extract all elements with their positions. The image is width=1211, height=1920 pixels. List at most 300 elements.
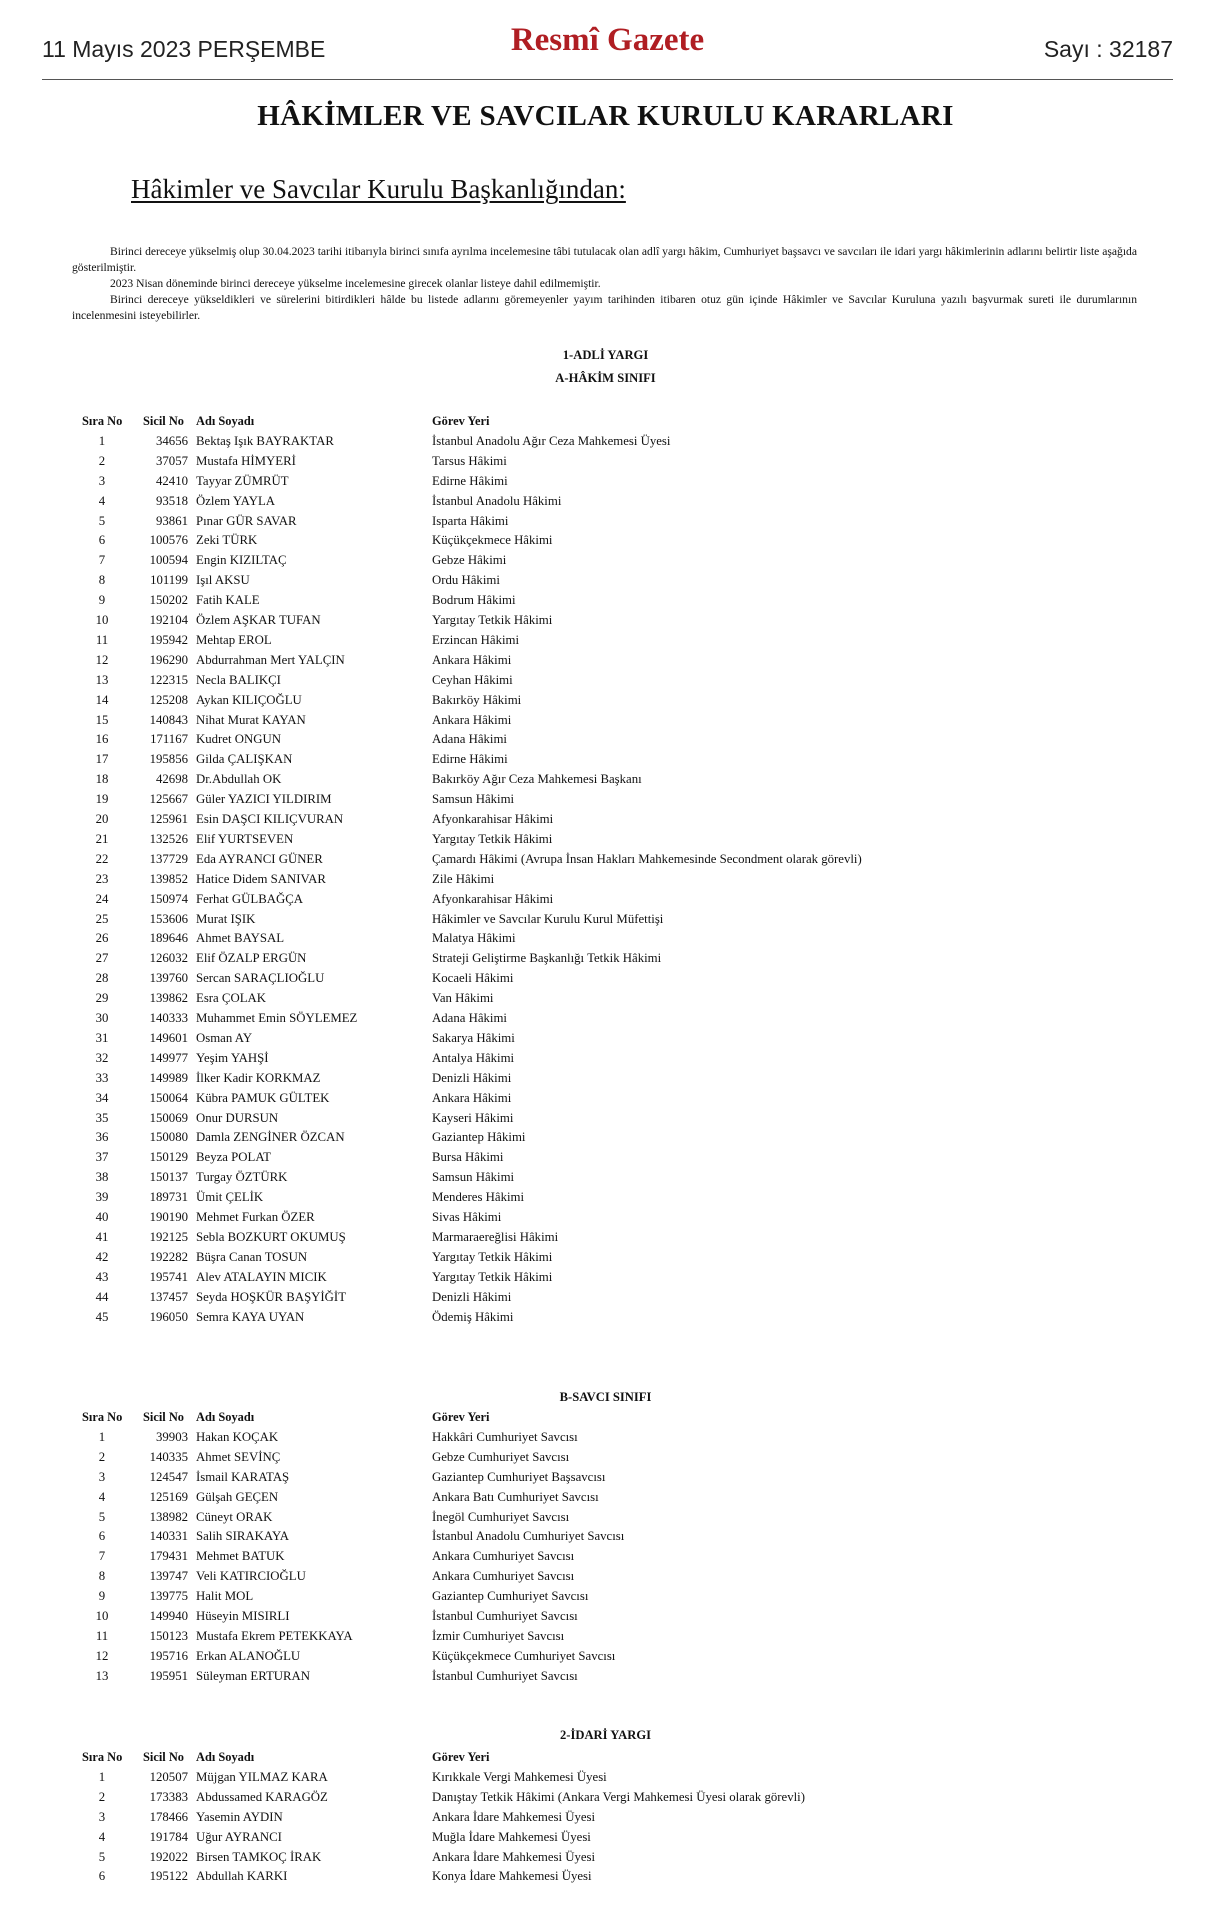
cell-adi-soyadi: Fatih KALE	[196, 593, 260, 608]
cell-sicil-no: 192282	[149, 1249, 188, 1264]
cell-gorev-yeri: Adana Hâkimi	[432, 732, 507, 747]
cell-sira-no: 5	[98, 1849, 106, 1864]
cell-gorev-yeri: Ankara Hâkimi	[432, 712, 512, 727]
cell-sicil-no: 179431	[149, 1549, 188, 1564]
cell-sicil-no: 173383	[149, 1789, 188, 1804]
cell-gorev-yeri: İstanbul Anadolu Cumhuriyet Savcısı	[432, 1529, 625, 1544]
table-row	[0, 1270, 1211, 1288]
table-row	[0, 1210, 1211, 1228]
cell-sicil-no: 120507	[149, 1769, 188, 1784]
cell-gorev-yeri: Samsun Hâkimi	[432, 792, 515, 807]
cell-sira-no: 34	[95, 1090, 109, 1105]
header-gorev-yeri: Görev Yeri	[432, 414, 490, 428]
cell-sira-no: 6	[98, 1869, 106, 1884]
cell-sicil-no: 150129	[149, 1150, 188, 1165]
cell-gorev-yeri: Ankara Cumhuriyet Savcısı	[432, 1549, 575, 1564]
cell-adi-soyadi: Özlem AŞKAR TUFAN	[196, 613, 321, 627]
table-row	[0, 653, 1211, 671]
cell-sira-no: 13	[95, 1668, 109, 1683]
cell-sicil-no: 137729	[149, 851, 188, 866]
cell-adi-soyadi: Esra ÇOLAK	[196, 991, 267, 1006]
cell-sicil-no: 125208	[149, 692, 188, 707]
table-row	[0, 1430, 1211, 1448]
table-row	[0, 872, 1211, 890]
cell-adi-soyadi: Yeşim YAHŞİ	[196, 1050, 269, 1065]
cell-sira-no: 13	[95, 672, 109, 687]
cell-sira-no: 5	[98, 1509, 106, 1524]
cell-sira-no: 5	[98, 513, 106, 528]
cell-sira-no: 32	[95, 1050, 109, 1065]
cell-sira-no: 6	[98, 1529, 106, 1544]
cell-gorev-yeri: Samsun Hâkimi	[432, 1170, 515, 1185]
cell-sicil-no: 139760	[149, 971, 188, 986]
cell-adi-soyadi: Nihat Murat KAYAN	[196, 712, 306, 727]
cell-gorev-yeri: Kayseri Hâkimi	[432, 1110, 514, 1125]
cell-adi-soyadi: Ferhat GÜLBAĞÇA	[196, 891, 303, 906]
cell-gorev-yeri: Ankara Hâkimi	[432, 1090, 512, 1105]
cell-adi-soyadi: Güler YAZICI YILDIRIM	[196, 792, 332, 807]
table-row	[0, 553, 1211, 571]
header-divider	[42, 79, 1173, 80]
cell-sira-no: 10	[95, 613, 109, 627]
cell-adi-soyadi: Osman AY	[196, 1030, 253, 1045]
table-row	[0, 1869, 1211, 1887]
table-row	[0, 1649, 1211, 1667]
cell-sicil-no: 125961	[149, 812, 188, 826]
cell-adi-soyadi: Esin DAŞCI KILIÇVURAN	[196, 812, 344, 826]
table-row	[0, 434, 1211, 452]
cell-sicil-no: 149977	[149, 1050, 188, 1065]
cell-adi-soyadi: Damla ZENGİNER ÖZCAN	[196, 1130, 345, 1145]
cell-adi-soyadi: İsmail KARATAŞ	[196, 1469, 290, 1484]
cell-adi-soyadi: Mehmet Furkan ÖZER	[196, 1210, 315, 1224]
table-row	[0, 1569, 1211, 1587]
cell-sicil-no: 93518	[156, 493, 188, 508]
cell-sira-no: 12	[95, 652, 109, 667]
cell-sira-no: 33	[95, 1070, 109, 1085]
cell-adi-soyadi: Gülşah GEÇEN	[196, 1489, 279, 1504]
cell-sicil-no: 191784	[149, 1829, 188, 1844]
cell-adi-soyadi: Uğur AYRANCI	[196, 1829, 282, 1844]
cell-gorev-yeri: Gebze Hâkimi	[432, 553, 507, 568]
header-gorev-yeri: Görev Yeri	[432, 1410, 490, 1424]
cell-sicil-no: 139775	[149, 1589, 188, 1604]
header-sicil-no: Sicil No	[143, 1750, 184, 1764]
cell-sira-no: 35	[95, 1110, 109, 1125]
cell-adi-soyadi: Salih SIRAKAYA	[196, 1529, 290, 1544]
cell-sicil-no: 101199	[150, 573, 188, 588]
cell-adi-soyadi: Alev ATALAYIN MICIK	[196, 1269, 327, 1284]
table-row	[0, 1011, 1211, 1029]
cell-sicil-no: 153606	[149, 911, 188, 926]
cell-gorev-yeri: Antalya Hâkimi	[432, 1050, 515, 1065]
cell-adi-soyadi: Erkan ALANOĞLU	[196, 1648, 301, 1663]
table-row	[0, 1629, 1211, 1647]
cell-gorev-yeri: Danıştay Tetkik Hâkimi (Ankara Vergi Mahkemesi Üyesi olarak görevli)	[432, 1789, 805, 1804]
table-row	[0, 931, 1211, 949]
cell-sira-no: 14	[95, 692, 109, 707]
cell-adi-soyadi: Sercan SARAÇLIOĞLU	[196, 971, 325, 986]
cell-gorev-yeri: Çamardı Hâkimi (Avrupa İnsan Hakları Mahkemesinde Secondment olarak görevli)	[432, 851, 862, 866]
cell-gorev-yeri: Bakırköy Hâkimi	[432, 692, 522, 707]
cell-adi-soyadi: Işıl AKSU	[196, 573, 250, 588]
table-row	[0, 1091, 1211, 1109]
cell-adi-soyadi: Mustafa HİMYERİ	[196, 453, 296, 468]
cell-gorev-yeri: Zile Hâkimi	[432, 871, 495, 886]
cell-gorev-yeri: Hakkâri Cumhuriyet Savcısı	[432, 1429, 578, 1444]
table-row	[0, 1470, 1211, 1488]
cell-adi-soyadi: Cüneyt ORAK	[196, 1509, 273, 1524]
cell-gorev-yeri: Konya İdare Mahkemesi Üyesi	[432, 1869, 592, 1884]
cell-adi-soyadi: Kübra PAMUK GÜLTEK	[196, 1090, 330, 1105]
cell-adi-soyadi: Sebla BOZKURT OKUMUŞ	[196, 1229, 346, 1244]
cell-sicil-no: 192104	[149, 613, 188, 627]
cell-sira-no: 25	[95, 911, 109, 926]
issue-number: Sayı : 32187	[1043, 36, 1173, 62]
cell-adi-soyadi: Elif ÖZALP ERGÜN	[196, 951, 307, 966]
table-row	[0, 514, 1211, 532]
cell-adi-soyadi: Semra KAYA UYAN	[196, 1309, 305, 1324]
cell-gorev-yeri: İnegöl Cumhuriyet Savcısı	[432, 1509, 570, 1524]
cell-sicil-no: 192125	[149, 1229, 188, 1244]
cell-sicil-no: 39903	[156, 1429, 188, 1444]
cell-sira-no: 4	[98, 1829, 106, 1844]
cell-sicil-no: 42410	[156, 473, 188, 488]
document-title: HÂKİMLER VE SAVCILAR KURULU KARARLARI	[257, 100, 954, 132]
cell-sira-no: 16	[95, 732, 109, 747]
cell-sicil-no: 195856	[149, 752, 188, 767]
table-row	[0, 1830, 1211, 1848]
cell-sira-no: 17	[95, 752, 109, 767]
cell-sicil-no: 140333	[149, 1011, 188, 1025]
cell-gorev-yeri: Sakarya Hâkimi	[432, 1030, 515, 1045]
table-row	[0, 693, 1211, 711]
cell-gorev-yeri: İstanbul Anadolu Hâkimi	[432, 493, 562, 508]
table-row	[0, 852, 1211, 870]
issue-date: 11 Mayıs 2023 PERŞEMBE	[42, 36, 326, 62]
cell-sira-no: 42	[95, 1249, 109, 1264]
cell-gorev-yeri: Gaziantep Cumhuriyet Savcısı	[432, 1589, 589, 1604]
cell-sira-no: 39	[95, 1190, 109, 1205]
table-row	[0, 1071, 1211, 1089]
cell-gorev-yeri: İstanbul Cumhuriyet Savcısı	[432, 1668, 578, 1683]
cell-sicil-no: 195942	[149, 632, 188, 647]
cell-sira-no: 28	[95, 971, 109, 986]
cell-sira-no: 41	[95, 1229, 109, 1244]
section-title-idari-yargi: 2-İDARİ YARGI	[559, 1728, 652, 1742]
cell-sicil-no: 150069	[149, 1110, 188, 1125]
cell-gorev-yeri: Menderes Hâkimi	[432, 1190, 525, 1205]
cell-gorev-yeri: Bakırköy Ağır Ceza Mahkemesi Başkanı	[432, 772, 642, 787]
cell-gorev-yeri: Edirne Hâkimi	[432, 752, 508, 767]
cell-sira-no: 43	[95, 1269, 109, 1284]
cell-adi-soyadi: Necla BALIKÇI	[196, 672, 281, 687]
cell-sicil-no: 140843	[149, 712, 188, 727]
cell-sicil-no: 149940	[149, 1609, 188, 1623]
cell-adi-soyadi: Yasemin AYDIN	[196, 1809, 283, 1824]
table-row	[0, 1510, 1211, 1528]
cell-gorev-yeri: Malatya Hâkimi	[432, 931, 516, 946]
cell-adi-soyadi: Bektaş Işık BAYRAKTAR	[196, 433, 334, 448]
cell-sira-no: 2	[98, 1449, 106, 1464]
cell-sira-no: 12	[95, 1648, 109, 1663]
table-row	[0, 951, 1211, 969]
cell-gorev-yeri: Sivas Hâkimi	[432, 1210, 502, 1224]
table-row	[0, 454, 1211, 472]
cell-adi-soyadi: Halit MOL	[196, 1589, 254, 1604]
cell-sira-no: 2	[98, 453, 106, 468]
cell-gorev-yeri: Gebze Cumhuriyet Savcısı	[432, 1449, 570, 1464]
cell-gorev-yeri: İstanbul Cumhuriyet Savcısı	[432, 1609, 578, 1623]
cell-adi-soyadi: Gilda ÇALIŞKAN	[196, 752, 293, 767]
cell-sira-no: 2	[98, 1789, 106, 1804]
cell-adi-soyadi: Ahmet SEVİNÇ	[196, 1449, 281, 1464]
cell-adi-soyadi: Murat IŞIK	[196, 911, 256, 926]
table-row	[0, 752, 1211, 770]
cell-sicil-no: 189731	[149, 1190, 188, 1205]
cell-sira-no: 24	[95, 891, 109, 906]
cell-gorev-yeri: Ödemiş Hâkimi	[432, 1309, 514, 1324]
cell-gorev-yeri: Hâkimler ve Savcılar Kurulu Kurul Müfettişi	[432, 911, 664, 926]
cell-sira-no: 31	[95, 1030, 109, 1045]
cell-gorev-yeri: Ankara Cumhuriyet Savcısı	[432, 1569, 575, 1584]
cell-sira-no: 11	[95, 632, 109, 647]
cell-sicil-no: 122315	[149, 672, 188, 687]
cell-sicil-no: 100576	[149, 533, 188, 548]
cell-sira-no: 44	[95, 1289, 109, 1304]
gazette-title: Resmî Gazete	[510, 22, 705, 58]
cell-adi-soyadi: Büşra Canan TOSUN	[196, 1249, 308, 1264]
cell-sicil-no: 125169	[149, 1489, 188, 1504]
cell-sira-no: 37	[95, 1150, 109, 1165]
cell-sira-no: 38	[95, 1170, 109, 1185]
cell-adi-soyadi: Abdurrahman Mert YALÇIN	[196, 652, 345, 667]
cell-gorev-yeri: Ankara Hâkimi	[432, 652, 512, 667]
cell-sicil-no: 139862	[149, 991, 188, 1006]
cell-sira-no: 36	[95, 1130, 109, 1145]
cell-sira-no: 1	[98, 433, 106, 448]
cell-gorev-yeri: Denizli Hâkimi	[432, 1070, 512, 1085]
cell-gorev-yeri: Erzincan Hâkimi	[432, 632, 520, 647]
cell-adi-soyadi: Abdussamed KARAGÖZ	[196, 1789, 328, 1804]
table-row	[0, 832, 1211, 850]
cell-gorev-yeri: Ankara İdare Mahkemesi Üyesi	[432, 1809, 596, 1824]
table-row	[0, 713, 1211, 731]
cell-gorev-yeri: Kırıkkale Vergi Mahkemesi Üyesi	[432, 1769, 607, 1784]
cell-sicil-no: 195122	[149, 1869, 188, 1884]
table-row	[0, 772, 1211, 790]
table-row	[0, 1230, 1211, 1248]
cell-sicil-no: 195716	[149, 1648, 188, 1663]
header-adi-soyadi: Adı Soyadı	[196, 414, 255, 428]
table-row	[0, 1450, 1211, 1468]
cell-sira-no: 3	[98, 1469, 106, 1484]
cell-sira-no: 4	[98, 493, 106, 508]
cell-gorev-yeri: Yargıtay Tetkik Hâkimi	[432, 613, 553, 627]
table-row	[0, 991, 1211, 1009]
cell-sicil-no: 150080	[149, 1130, 188, 1145]
intro-paragraph: 2023 Nisan döneminde birinci dereceye yükselme incelemesine girecek olanlar listeye dahil edilmemiştir.	[110, 277, 601, 290]
cell-adi-soyadi: Abdullah KARKI	[196, 1869, 288, 1884]
cell-adi-soyadi: Pınar GÜR SAVAR	[196, 513, 297, 528]
cell-sira-no: 7	[98, 1549, 106, 1564]
table-row	[0, 1031, 1211, 1049]
cell-sicil-no: 150123	[149, 1628, 188, 1643]
cell-sicil-no: 125667	[149, 792, 188, 807]
table-row	[0, 633, 1211, 651]
table-row	[0, 1529, 1211, 1547]
table-row	[0, 732, 1211, 750]
table-row	[0, 1770, 1211, 1788]
section-title-savci-sinifi: B-SAVCI SINIFI	[559, 1390, 652, 1404]
cell-sira-no: 30	[95, 1011, 109, 1025]
table-row	[0, 1111, 1211, 1129]
cell-gorev-yeri: Küçükçekmece Hâkimi	[432, 533, 553, 548]
cell-gorev-yeri: Isparta Hâkimi	[432, 513, 509, 528]
section-subtitle-hakim-sinifi: A-HÂKİM SINIFI	[555, 371, 656, 385]
table-row	[0, 1850, 1211, 1868]
cell-gorev-yeri: Kocaeli Hâkimi	[432, 971, 514, 986]
cell-sira-no: 3	[98, 1809, 106, 1824]
cell-adi-soyadi: Süleyman ERTURAN	[196, 1668, 311, 1683]
cell-adi-soyadi: Özlem YAYLA	[196, 493, 276, 508]
cell-sira-no: 26	[95, 931, 109, 946]
cell-gorev-yeri: Tarsus Hâkimi	[432, 453, 507, 468]
cell-sira-no: 6	[98, 533, 106, 548]
cell-sicil-no: 37057	[156, 453, 188, 468]
cell-adi-soyadi: Turgay ÖZTÜRK	[196, 1170, 288, 1185]
table-row	[0, 1310, 1211, 1328]
table-row	[0, 1290, 1211, 1308]
cell-sicil-no: 124547	[149, 1469, 188, 1484]
cell-adi-soyadi: Dr.Abdullah OK	[196, 772, 282, 787]
cell-sicil-no: 126032	[149, 951, 188, 966]
cell-gorev-yeri: Ankara Batı Cumhuriyet Savcısı	[432, 1489, 599, 1504]
table-row	[0, 1790, 1211, 1808]
cell-adi-soyadi: Veli KATIRCIOĞLU	[196, 1569, 306, 1584]
cell-gorev-yeri: İzmir Cumhuriyet Savcısı	[432, 1628, 565, 1643]
cell-gorev-yeri: Afyonkarahisar Hâkimi	[432, 812, 554, 826]
cell-gorev-yeri: Yargıtay Tetkik Hâkimi	[432, 831, 553, 846]
cell-gorev-yeri: Ankara İdare Mahkemesi Üyesi	[432, 1849, 596, 1864]
cell-sicil-no: 196290	[149, 652, 188, 667]
table-row	[0, 1609, 1211, 1627]
cell-sicil-no: 190190	[149, 1210, 188, 1224]
cell-adi-soyadi: Elif YURTSEVEN	[196, 831, 294, 846]
cell-sicil-no: 138982	[149, 1509, 188, 1524]
header-sira-no: Sıra No	[82, 1750, 123, 1764]
cell-gorev-yeri: Denizli Hâkimi	[432, 1289, 512, 1304]
table-row	[0, 1250, 1211, 1268]
intro-paragraph: Birinci dereceye yükseldikleri ve sürelerini bitirdikleri hâlde bu listede adlarını göremeyenler yayım tarihinden itibaren otuz gün içinde Hâkimler ve Savcılar Kuruluna yazılı başvurmak sureti ile durumlarının incelenmesini isteyebilirler.	[72, 293, 1137, 322]
cell-sicil-no: 139852	[149, 871, 188, 886]
cell-gorev-yeri: Ordu Hâkimi	[432, 573, 500, 588]
cell-sicil-no: 140331	[149, 1529, 188, 1544]
table-row	[0, 1130, 1211, 1148]
cell-sicil-no: 34656	[156, 433, 188, 448]
cell-adi-soyadi: Hatice Didem SANIVAR	[196, 871, 326, 886]
cell-adi-soyadi: Zeki TÜRK	[196, 533, 258, 548]
table-row	[0, 673, 1211, 691]
header-gorev-yeri: Görev Yeri	[432, 1750, 490, 1764]
cell-adi-soyadi: Aykan KILIÇOĞLU	[196, 692, 302, 707]
cell-gorev-yeri: Gaziantep Hâkimi	[432, 1130, 526, 1145]
cell-adi-soyadi: Hüseyin MISIRLI	[196, 1609, 290, 1623]
cell-gorev-yeri: Muğla İdare Mahkemesi Üyesi	[432, 1829, 591, 1844]
section-title-adli-yargi: 1-ADLİ YARGI	[562, 348, 649, 362]
table-row	[0, 474, 1211, 492]
cell-adi-soyadi: Mehmet BATUK	[196, 1549, 285, 1564]
cell-gorev-yeri: İstanbul Anadolu Ağır Ceza Mahkemesi Üyesi	[432, 433, 671, 448]
cell-adi-soyadi: Kudret ONGUN	[196, 732, 281, 747]
cell-gorev-yeri: Strateji Geliştirme Başkanlığı Tetkik Hâkimi	[432, 951, 662, 966]
cell-adi-soyadi: Ümit ÇELİK	[196, 1190, 264, 1205]
cell-adi-soyadi: Seyda HOŞKÜR BAŞYİĞİT	[196, 1289, 347, 1304]
cell-sicil-no: 189646	[149, 931, 188, 946]
cell-gorev-yeri: Afyonkarahisar Hâkimi	[432, 891, 554, 906]
table-row	[0, 892, 1211, 910]
table-header-row	[0, 414, 1211, 432]
cell-sicil-no: 196050	[149, 1309, 188, 1324]
cell-adi-soyadi: Birsen TAMKOÇ İRAK	[196, 1849, 322, 1864]
table-row	[0, 573, 1211, 591]
cell-sira-no: 10	[95, 1609, 109, 1623]
cell-sicil-no: 139747	[149, 1569, 188, 1584]
cell-gorev-yeri: Küçükçekmece Cumhuriyet Savcısı	[432, 1648, 616, 1663]
cell-sira-no: 4	[98, 1489, 106, 1504]
table-row	[0, 1051, 1211, 1069]
table-row	[0, 792, 1211, 810]
cell-sicil-no: 150974	[149, 891, 188, 906]
cell-gorev-yeri: Gaziantep Cumhuriyet Başsavcısı	[432, 1469, 606, 1484]
cell-sicil-no: 100594	[149, 553, 188, 568]
header-sira-no: Sıra No	[82, 1410, 123, 1424]
cell-adi-soyadi: Beyza POLAT	[196, 1150, 271, 1165]
cell-sira-no: 8	[98, 1569, 106, 1584]
cell-sira-no: 9	[98, 593, 106, 608]
cell-adi-soyadi: Engin KIZILTAÇ	[196, 553, 287, 568]
table-row	[0, 1490, 1211, 1508]
cell-sira-no: 11	[95, 1628, 109, 1643]
cell-gorev-yeri: Bodrum Hâkimi	[432, 593, 516, 608]
cell-adi-soyadi: Tayyar ZÜMRÜT	[196, 473, 289, 488]
cell-sicil-no: 150064	[149, 1090, 188, 1105]
table-row	[0, 533, 1211, 551]
cell-sira-no: 1	[98, 1429, 106, 1444]
cell-sira-no: 23	[95, 871, 109, 886]
cell-sicil-no: 42698	[156, 772, 188, 787]
cell-sira-no: 8	[98, 573, 106, 588]
table-row	[0, 971, 1211, 989]
cell-adi-soyadi: Mehtap EROL	[196, 632, 272, 647]
table-row	[0, 1170, 1211, 1188]
cell-sicil-no: 132526	[149, 831, 188, 846]
cell-gorev-yeri: Edirne Hâkimi	[432, 473, 508, 488]
table-row	[0, 494, 1211, 512]
cell-adi-soyadi: Onur DURSUN	[196, 1110, 279, 1125]
cell-sira-no: 20	[95, 812, 109, 826]
header-sira-no: Sıra No	[82, 414, 123, 428]
cell-sira-no: 40	[95, 1210, 109, 1224]
cell-sira-no: 22	[95, 851, 109, 866]
table-header-row	[0, 1750, 1211, 1768]
cell-sicil-no: 137457	[149, 1289, 188, 1304]
table-row	[0, 613, 1211, 631]
cell-adi-soyadi: Müjgan YILMAZ KARA	[196, 1769, 328, 1784]
page-header	[42, 20, 1173, 66]
cell-sira-no: 19	[95, 792, 109, 807]
cell-gorev-yeri: Marmaraereğlisi Hâkimi	[432, 1229, 559, 1244]
